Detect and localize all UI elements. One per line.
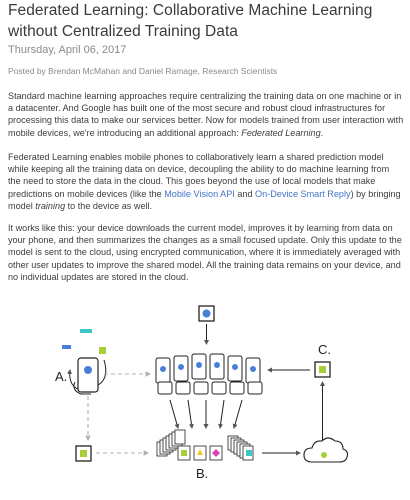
paragraph-overview-b: and (234, 188, 256, 199)
paragraph-overview (8, 151, 404, 212)
federated-learning-diagram (0, 300, 410, 500)
paragraph-overview-c: ) by bringing model (8, 188, 401, 211)
post-date: Thursday, April 06, 2017 (8, 44, 127, 56)
phone-outline (78, 358, 98, 392)
mobile-vision-api-link[interactable]: Mobile Vision API (164, 188, 235, 199)
update-stacks (157, 430, 253, 460)
phone-device-back (158, 382, 262, 394)
article-title: Federated Learning: Collaborative Machine Learning without Centralized Training Data (8, 2, 373, 40)
paragraph-overview-d: to the device as well. (65, 200, 153, 211)
training-emphasis: training (35, 200, 66, 211)
on-device-smart-reply-link[interactable]: On-Device Smart Reply (255, 188, 351, 199)
cloud-icon (304, 438, 348, 462)
phone-device (156, 354, 260, 383)
phone-stack (156, 354, 262, 394)
paragraph-overview-a: Federated Learning enables mobile phones to collaboratively learn a shared prediction model while keeping all the training data on device, decoupling the ability to do machine learning from the need to store the data in the cloud. This goes beyond the use of local models that make predictions on mobile devices (like the (8, 152, 390, 199)
federated-learning-emphasis: Federated Learning (241, 127, 321, 138)
blue-update-chip (62, 345, 71, 349)
global-model-box (199, 306, 214, 321)
user-phone-figure (62, 329, 106, 394)
label-b: B. (196, 466, 209, 481)
label-c: C. (318, 342, 331, 357)
paragraph-intro-end: . (320, 127, 324, 138)
paragraph-intro-text: Standard machine learning approaches require centralizing the training data on one machine or in a datacenter. And Google has built one of the most secure and robust cloud infrastructures for processing this data to make our services better. Now for models trained from user interaction with mobile devices, we're introducing an additional approach: (8, 91, 404, 138)
paragraph-intro (8, 90, 404, 139)
update-arrows (170, 400, 242, 428)
label-a: A. (55, 369, 68, 384)
phone-model-dot (84, 366, 92, 374)
paragraph-how-it-works: It works like this: your device downloads the current model, improves it by learning from data on your phone, and then summarizes the changes as a small focused update. Only this update to the model is sent to the cloud, using encrypted communication, where it is immediately averaged with other user updates to improve the shared model. All the training data remains on your device, and no individual updates are stored in the cloud. (8, 223, 402, 282)
improved-model-box (315, 362, 330, 377)
green-update-square (99, 347, 106, 354)
teal-update-chip (80, 329, 92, 333)
byline: Posted by Brendan McMahan and Daniel Ramage, Research Scientists (8, 66, 278, 76)
local-update-box (76, 446, 91, 461)
